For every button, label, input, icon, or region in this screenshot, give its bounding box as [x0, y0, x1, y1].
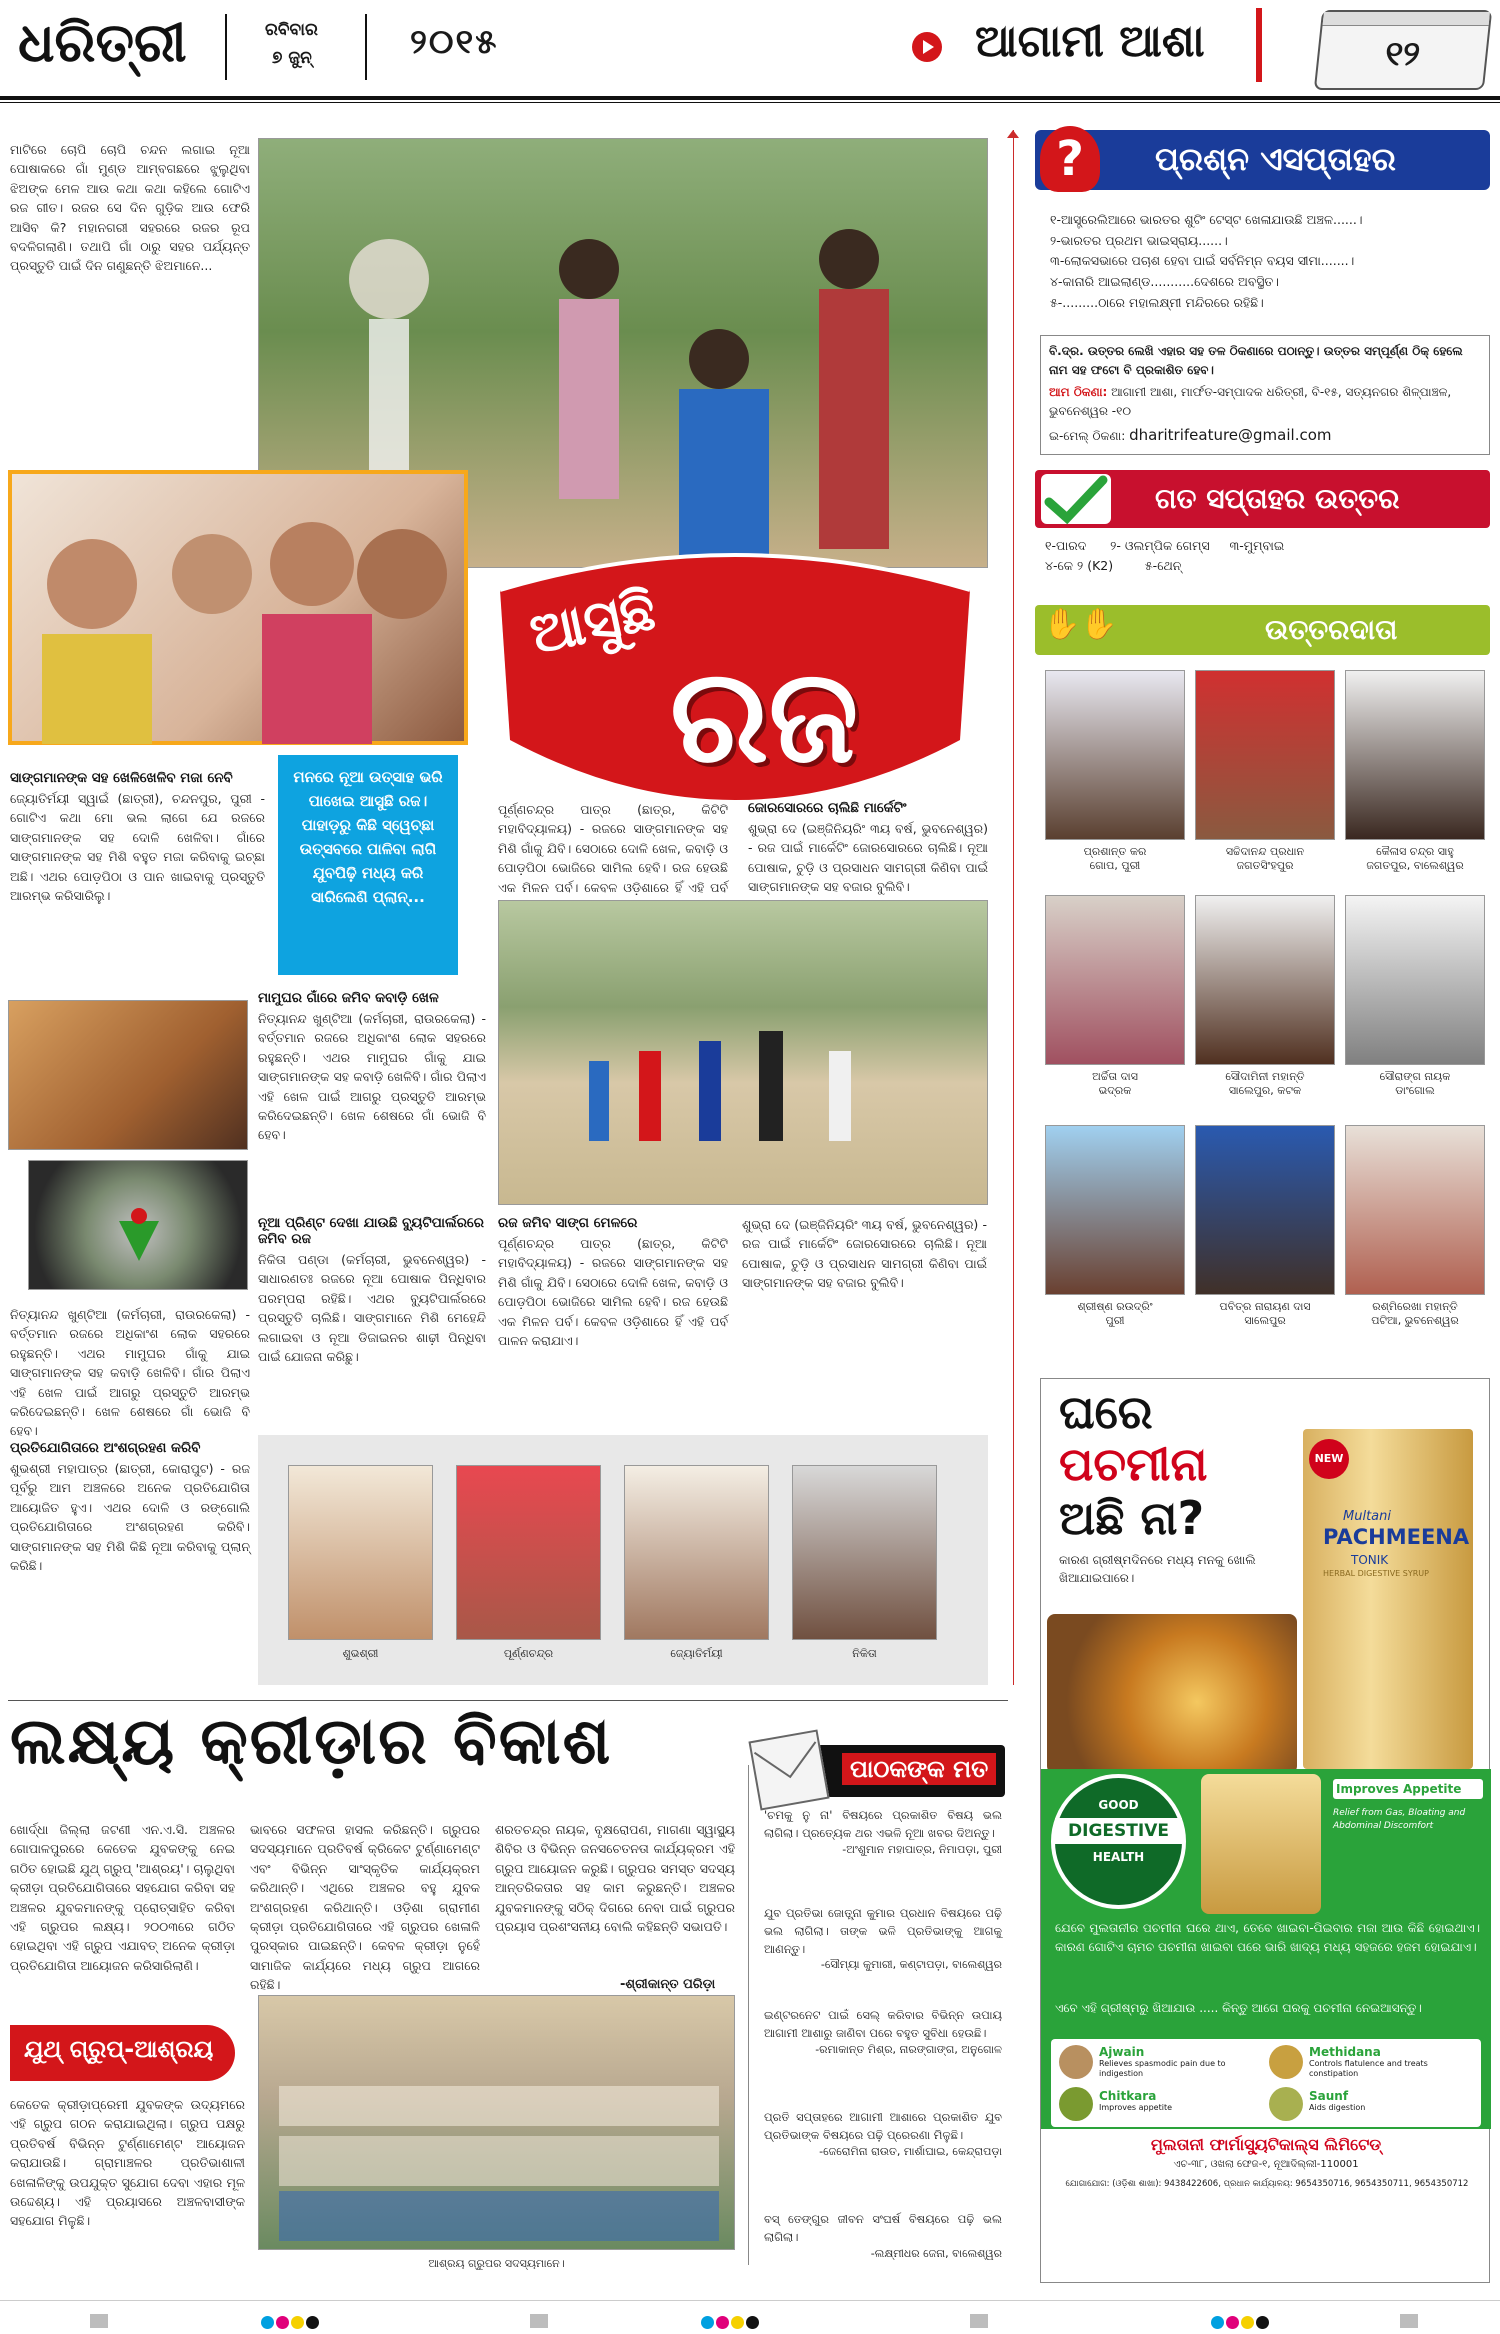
methidana-icon — [1269, 2045, 1303, 2079]
youth-group-text: କେତେକ କ୍ରୀଡ଼ାପ୍ରେମୀ ଯୁବକଙ୍କ ଉଦ୍ୟମରେ ଏହି ଗ୍ରୁପ ଗଠନ କରାଯାଇଥିଲା। ଗ୍ରୁପ ପକ୍ଷରୁ ପ୍ରତିବର୍ଷ ବିଭିନ୍ନ ଟୁର୍ଣ୍ଣାମେଣ୍ଟ ଆୟୋଜନ କରାଯାଉଛି। ଗ୍ରାମାଞ୍ଚଳର ପ୍ରତିଭାଶାଳୀ ଖେଳାଳିଙ୍କୁ ଉପଯୁକ୍ତ ସୁଯୋଗ ଦେବା ଏହାର ମୂଳ ଉଦ୍ଦେଶ୍ୟ। ଏହି ପ୍ରୟାସରେ ଅଞ୍ଚଳବାସୀଙ୍କ ସହଯୋଗ ମିଳୁଛି। — [10, 2097, 245, 2229]
ad-subtext: କାରଣ ଗ୍ରୀଷ୍ମଦିନରେ ମଧ୍ୟ ମନକୁ ଖୋଲି ଖିଆଯାଇପାରେ। — [1059, 1553, 1256, 1585]
sub3-heading: ନୂଆ ପ୍ରିଣ୍ଟ ଦେଖା ଯାଉଛି ବ୍ୟୁଟିପାର୍ଲରରେ ଜମିବ ରଜ — [258, 1215, 484, 1247]
play-icon — [912, 32, 942, 62]
winner-photo-8 — [1195, 1125, 1335, 1295]
sub-story-5 — [498, 800, 988, 895]
letter-text: ଯୁବ ପ୍ରତିଭା ଜୋତ୍ସ୍ନା କୁମାର ପ୍ରଧାନ ବିଷୟରେ ପଢ଼ି ଭଲ ଲାଗିଲା। ତାଙ୍କ ଭଳି ପ୍ରତିଭାଙ୍କୁ ଆଗକୁ ଆଣନ୍ତୁ। — [764, 1906, 1002, 1956]
sub-story-1 — [10, 770, 265, 905]
portrait-caption-2: ପୂର୍ଣ୍ଣଚନ୍ଦ୍ର — [503, 1647, 554, 1660]
winner-place: ସାଲେପୁର — [1244, 1314, 1286, 1328]
quiz-question: ୧-ଆସ୍ତ୍ରେଲିଆରେ ଭାରତର ଶୁଟିଂ ଟେସ୍ଟ ଖେଳାଯାଉଛି ଅଞ୍ଚଳ......। — [1050, 212, 1363, 227]
winner-name: କୈଳାସ ଚନ୍ଦ୍ର ସାହୁ — [1376, 845, 1454, 858]
reader-letter — [764, 1905, 1002, 1972]
readers-banner — [760, 1745, 1005, 1797]
herb-name: Chitkara — [1099, 2089, 1157, 2103]
sub5-heading: ଜୋରସୋରରେ ଚାଲିଛି ମାର୍କେଟିଂ — [748, 800, 907, 816]
reader-letter — [764, 2109, 1002, 2159]
quiz-questions — [1050, 210, 1480, 313]
sub6-text: ପୂର୍ଣ୍ଣଚନ୍ଦ୍ର ପାତ୍ର (ଛାତ୍ର, କିଟିଟି ମହାବିଦ୍ୟାଳୟ) - ରଜରେ ସାଙ୍ଗମାନଙ୍କ ସହ ମିଶି ଗାଁକୁ ଯିବି। ସେଠାରେ ଦୋଳି ଖେଳ, କବାଡ଼ି ଓ ପୋଡ଼ପିଠା ଭୋଜିରେ ସାମିଲ ହେବି। ରଜ ହେଉଛି ଏକ ମିଳନ ପର୍ବ। କେବଳ ଓଡ଼ିଶାରେ ହିଁ ଏହି ପର୍ବ ପାଳନ କରାଯାଏ। — [498, 1236, 728, 1348]
youth-group-badge — [10, 2025, 235, 2081]
sports-story — [0, 1705, 1010, 2295]
portrait-caption-1: ଶୁଭଶ୍ରୀ — [342, 1647, 379, 1660]
letter-text: ଇଣ୍ଟରନେଟ ପାଇଁ ସେଲ୍ କରିବାର ବିଭିନ୍ନ ଉପାୟ ଆଗାମୀ ଆଶାରୁ ଜାଣିବା ପରେ ବହୁତ ସୁବିଧା ହେଉଛି। — [764, 2008, 1002, 2040]
ad-tagline: HERBAL DIGESTIVE SYRUP — [1323, 1569, 1429, 1578]
sub2-text: ନିତ୍ୟାନନ୍ଦ ଖୁଣ୍ଟିଆ (କର୍ମଚାରୀ, ରାଉରକେଲା) - ବର୍ତ୍ତମାନ ରଜରେ ଅଧିକାଂଶ ଲୋକ ସହରରେ ରହୁଛନ୍ତି। ଏଥର ମାମୁଘର ଗାଁକୁ ଯାଇ ସାଙ୍ଗମାନଙ୍କ ସହ କବାଡ଼ି ଖେଳିବି। ଗାଁର ପିଲାଏ ଏହି ଖେଳ ପାଇଁ ଆଗରୁ ପ୍ରସ୍ତୁତି ଆରମ୍ଭ କରିଦେଇଛନ୍ତି। ଖେଳ ଶେଷରେ ଗାଁ ଭୋଜି ବି ହେବ। — [258, 1011, 486, 1143]
answers-banner — [1035, 470, 1490, 528]
sub4-heading: ପ୍ରତିଯୋଗିତାରେ ଅଂଶଗ୍ରହଣ କରିବି — [10, 1440, 201, 1456]
quiz-note: ବି.ଦ୍ର. ଉତ୍ତର ଲେଖି ଏହାର ସହ ତଳ ଠିକଣାରେ ପଠାନ୍ତୁ। ଉତ୍ତର ସମ୍ପୂର୍ଣ୍ଣ ଠିକ୍ ହେଲେ ନାମ ସହ ଫଟୋ ବି ପ୍ରକାଶିତ ହେବ। — [1049, 344, 1463, 377]
winner-photo-9 — [1345, 1125, 1485, 1295]
sub5-text: ଶୁଭ୍ରା ଦେ (ଇଞ୍ଜିନିୟରିଂ ୩ୟ ବର୍ଷ, ଭୁବନେଶ୍ୱର) - ରଜ ପାଇଁ ମାର୍କେଟିଂ ଜୋରସୋରରେ ଚାଲିଛି। ନୂଆ ପୋଷାକ, ଚୁଡ଼ି ଓ ପ୍ରସାଧନ ସାମଗ୍ରୀ କିଣିବା ପାଇଁ ସାଙ୍ଗମାନଙ୍କ ସହ ବଜାର ବୁଲିବି। — [748, 821, 988, 895]
winner-photo-5 — [1195, 895, 1335, 1065]
herbs-box — [1051, 2039, 1481, 2127]
herb-desc: Improves appetite — [1099, 2103, 1173, 2112]
ad-company: ମୁଲତାନୀ ଫାର୍ମାସ୍ୟୁଟିକାଲ୍ସ ଲିମିଟେଡ୍ — [1150, 2135, 1382, 2154]
winners-box — [1035, 605, 1490, 1355]
kabaddi-photo — [498, 900, 988, 1205]
sub6-intro-text: ପୂର୍ଣ୍ଣଚନ୍ଦ୍ର ପାତ୍ର (ଛାତ୍ର, କିଟିଟି ମହାବିଦ୍ୟାଳୟ) - ରଜରେ ସାଙ୍ଗମାନଙ୍କ ସହ ମିଶି ଗାଁକୁ ଯିବି। ସେଠାରେ ଦୋଳି ଖେଳ, କବାଡ଼ି ଓ ପୋଡ଼ପିଠା ଭୋଜିରେ ସାମିଲ ହେବି। ରଜ ହେଉଛି ଏକ ମିଳନ ପର୍ବ। କେବଳ ଓଡ଼ିଶାରେ ହିଁ ଏହି ପର୍ବ — [498, 802, 728, 895]
raja-photo-makeup — [8, 470, 468, 745]
answers-line-2: ୪-କେ ୨ (K2) ୫-ଥେନ୍ — [1045, 558, 1182, 573]
food-photo-paan — [28, 1160, 248, 1290]
raised-hands-icon: ✋✋ — [1043, 607, 1118, 642]
ad-desc: ଯେବେ ମୁଲତାନୀର ପଚମୀନା ଘରେ ଥାଏ, ତେବେ ଖାଇବା-ପିଇବାର ମଜା ଆଉ କିଛି ହୋଇଥାଏ। କାରଣ ଗୋଟିଏ ଚାମଚ ପଚମୀନା ଖାଇବା ପରେ ଭାରି ଖାଦ୍ୟ ମଧ୍ୟ ସହଜରେ ହଜମ ହୋଇଯାଏ। — [1055, 1921, 1480, 1955]
ad-line-2: ପଚମୀନା — [1059, 1437, 1208, 1491]
quiz-question: ୫-.........ଠାରେ ମହାଲକ୍ଷ୍ମୀ ମନ୍ଦିରରେ ରହିଛି। — [1050, 294, 1264, 310]
reader-letter — [764, 1807, 1002, 1857]
checkmark-icon — [1041, 474, 1111, 524]
issue-date: ୭ ଜୁନ୍ — [272, 48, 312, 68]
sub-story-2 — [258, 990, 486, 1145]
badge-bottom: HEALTH — [1092, 1850, 1145, 1864]
calendar-icon — [1314, 10, 1492, 90]
quiz-box — [1035, 130, 1490, 460]
ad-brand-small: Multani — [1343, 1509, 1391, 1524]
issue-year: ୨୦୧୫ — [410, 22, 499, 62]
ad-line-3: ଅଛି ନା? — [1059, 1491, 1205, 1545]
quiz-title: ପ୍ରଶ୍ନ ଏସପ୍ତାହର — [1155, 140, 1396, 178]
quiz-question: ୩-ଲୋକସଭାରେ ପଚାଶ ହେବା ପାଇଁ ସର୍ବନିମ୍ନ ବୟସ ସୀମା.......। — [1050, 253, 1355, 269]
winner-photo-4 — [1045, 895, 1185, 1065]
herb-name: Methidana — [1309, 2045, 1381, 2059]
winner-photo-2 — [1195, 670, 1335, 840]
quiz-question: ୨-ଭାରତର ପ୍ରଥମ ଭାଇସ୍‌ରାୟ......। — [1050, 232, 1228, 248]
answers-title: ଗତ ସପ୍ତାହର ଉତ୍ତର — [1155, 482, 1400, 515]
raja-headline-badge — [490, 530, 980, 840]
sub-story-6 — [498, 1215, 728, 1350]
readers-title: ପାଠକଙ୍କ ମତ — [842, 1753, 996, 1785]
ad-line-1: ଘରେ — [1059, 1385, 1153, 1439]
mascot-bottles-image — [1201, 1774, 1321, 1914]
winner-place: ଭଦ୍ରକ — [1098, 1084, 1132, 1098]
herb-desc: Aids digestion — [1309, 2103, 1366, 2112]
digestive-badge — [1051, 1774, 1186, 1909]
pachmeena-ad — [1040, 1378, 1490, 2283]
winner-name: ଶ୍ରୀଷ୍ଣ ରଉଦ୍ରିଂ — [1077, 1300, 1153, 1313]
address-label: ଆମ ଠିକଣା: — [1049, 385, 1108, 400]
ad-contact: ଯୋଗାଯୋଗ: (ଓଡ଼ିଶା ଶାଖା): 9438422606, ପ୍ରଧାନ କାର୍ଯ୍ୟାଳୟ: 9654350716, 9654350711, 9654350712 — [1065, 2179, 1469, 2189]
ad-desc-2: ଏବେ ଏହି ଗ୍ରୀଷ୍ମରୁ ଖିଆଯାଉ ..... କିନ୍ତୁ ଆଗେ ଘରକୁ ପଚମୀନା ନେଇଆସନ୍ତୁ। — [1055, 2001, 1422, 2015]
letter-text: 'ଚମକୁ ନୁ ନା' ବିଷୟରେ ପ୍ରକାଶିତ ବିଷୟ ଭଲ ଲାଗିଲା। ପ୍ରତ୍ୟେକ ଥର ଏଭଳି ନୂଆ ଖବର ଦିଅନ୍ତୁ। — [764, 1808, 1002, 1840]
sub6-heading: ରଜ ଜମିବ ସାଙ୍ଗ ମେଳରେ — [498, 1215, 638, 1231]
group-photo-caption: ଆଶ୍ରୟ ଗ୍ରୁପର ସଦସ୍ୟମାନେ। — [428, 2257, 565, 2270]
quiz-question: ୪-କାନାରି ଆଇଲାଣ୍ଡ...........ଦେଶରେ ଅବସ୍ଥିତ। — [1050, 273, 1279, 289]
portrait-caption-3: ଜ୍ୟୋତିର୍ମୟୀ — [670, 1647, 723, 1660]
print-registration-marks — [0, 2312, 1500, 2332]
winners-title: ଉତ୍ତରଦାତା — [1265, 613, 1398, 646]
winner-place: ପୁରୀ — [1105, 1314, 1125, 1328]
ad-brand-sub: TONIK — [1351, 1553, 1389, 1567]
sub4-text: ଶୁଭଶ୍ରୀ ମହାପାତ୍ର (ଛାତ୍ରୀ, କୋରାପୁଟ) - ରଜ ପୂର୍ବରୁ ଆମ ଅଞ୍ଚଳରେ ଅନେକ ପ୍ରତିଯୋଗିତା ଆୟୋଜିତ ହୁଏ। ଏଥର ଦୋଳି ଓ ରଙ୍ଗୋଲି ପ୍ରତିଯୋଗିତାରେ ଅଂଶଗ୍ରହଣ କରିବି। ସାଙ୍ଗମାନଙ୍କ ସହ ମିଶି କିଛି ନୂଆ କରିବାକୁ ପ୍ଲାନ୍ କରିଛି। — [10, 1461, 250, 1573]
food-photo-cake — [8, 1000, 248, 1150]
sub1-heading: ସାଙ୍ଗମାନଙ୍କ ସହ ଖେଳିଖେଳିବ ମଜା ନେବି — [10, 770, 233, 786]
answers-line-1: ୧-ପାରଦ ୨- ଓଲମ୍ପିକ ଗେମ୍ସ ୩-ମୁମ୍ବାଇ — [1045, 538, 1285, 553]
winner-name: ଅର୍ଚ୍ଚିତା ଦାସ — [1092, 1070, 1138, 1083]
sub1-text: ଜ୍ୟୋତିର୍ମୟୀ ସ୍ୱାଇଁ (ଛାତ୍ରୀ), ଚନ୍ଦନପୁର, ପୁରୀ - ଗୋଟିଏ କଥା ମୋ ଭଲ ଲାଗେ ଯେ ରଜରେ ସାଙ୍ଗମାନଙ୍କ ସହ ଦୋଳି ଖେଳିବା। ଗାଁରେ ସାଙ୍ଗମାନଙ୍କ ସହ ମିଶି ବହୁତ ମଜା କରିବାକୁ ଇଚ୍ଛା ଅଛି। ଏଥର ପୋଡ଼ପିଠା ଓ ପାନ ଖାଇବାକୁ ପ୍ରସ୍ତୁତି ଆରମ୍ଭ କରିସାରିଲୁ। — [10, 791, 265, 903]
letter-text: ବସ୍ ତେଙ୍ଗୁର ଜୀବନ ସଂଘର୍ଷ ବିଷୟରେ ପଢ଼ି ଭଲ ଲାଗିଲା। — [764, 2212, 1002, 2244]
winner-name: ରଶ୍ମିରେଖା ମହାନ୍ତି — [1372, 1300, 1458, 1313]
page-number: ୧୨ — [1383, 34, 1423, 74]
sub-story-4 — [10, 1440, 250, 1575]
ad-new-badge: NEW — [1309, 1439, 1349, 1479]
email-label: ଇ-ମେଲ୍ ଠିକଣା: — [1049, 429, 1126, 444]
question-mark-icon: ? — [1040, 126, 1100, 192]
herb-name: Saunf — [1309, 2089, 1349, 2103]
sub3-text: ନିକିତା ପଣ୍ଡା (କର୍ମଚାରୀ, ଭୁବନେଶ୍ୱର) - ସାଧାରଣତଃ ରଜରେ ନୂଆ ପୋଷାକ ପିନ୍ଧିବାର ପରମ୍ପରା ରହିଛି। ଏଥର ବ୍ୟୁଟିପାର୍ଲରରେ ପ୍ରସ୍ତୁତି ଚାଲିଛି। ସାଙ୍ଗମାନେ ମିଶି ମେହେନ୍ଦି ଲଗାଇବା ଓ ନୂଆ ଡିଜାଇନର ଶାଢ଼ୀ ପିନ୍ଧିବା ପାଇଁ ଯୋଜନା କରିଛୁ। — [258, 1252, 486, 1364]
sub2-heading: ମାମୁଘର ଗାଁରେ ଜମିବ କବାଡ଼ି ଖେଳ — [258, 990, 439, 1006]
herb-desc: Relieves spasmodic pain due to indigestion — [1099, 2059, 1226, 2079]
issue-day: ରବିବାର — [265, 20, 318, 40]
letter-by: -ଜେରୋମିନା ରାଉତ, ମାର୍ଶାଘାଇ, କେନ୍ଦ୍ରାପଡ଼ା — [819, 2144, 1002, 2158]
reader-letter — [764, 2007, 1002, 2057]
winner-name: ପବିତ୍ର ନାରାୟଣ ଦାସ — [1219, 1300, 1311, 1313]
letter-by: -ସୌମ୍ୟା କୁମାରୀ, କଣ୍ଟାପଡ଼ା, ବାଲେଶ୍ୱର — [820, 1958, 1002, 1972]
sports-col-3: ଶରତଚନ୍ଦ୍ର ନାୟକ, ବୃକ୍ଷରୋପଣ, ମାଗଣା ସ୍ୱାସ୍ଥ୍ୟ ଶିବିର ଓ ବିଭିନ୍ନ ଜନସଚେତନତା କାର୍ଯ୍ୟକ୍ରମ ଏହି ଗ୍ରୁପ ଆୟୋଜନ କରୁଛି। ଗ୍ରୁପର ସମସ୍ତ ସଦସ୍ୟ ଆନ୍ତରିକତାର ସହ କାମ କରୁଛନ୍ତି। ଅଞ୍ଚଳର ଯୁବକମାନଙ୍କୁ ସଠିକ୍ ଦିଗରେ ନେବା ପାଇଁ ଗ୍ରୁପର ପ୍ରୟାସ ପ୍ରଶଂସନୀୟ ବୋଲି କହିଛନ୍ତି ସଭାପତି। — [495, 1822, 735, 1934]
letter-by: -ଲକ୍ଷ୍ମୀଧର ଜେନା, ବାଲେଶ୍ୱର — [870, 2246, 1002, 2260]
badge-top: GOOD — [1098, 1798, 1139, 1812]
sports-col-1: ଖୋର୍ଦ୍ଧା ଜିଲ୍ଲା ଜଟଣୀ ଏନ.ଏ.ସି. ଅଞ୍ଚଳର ଗୋପାଳପୁରରେ କେତେକ ଯୁବକଙ୍କୁ ନେଇ ଗଠିତ ହୋଇଛି ଯୁଥ୍ ଗ୍ରୁପ୍ 'ଆଶ୍ରୟ'। ଚାଲୁଥିବା କ୍ରୀଡ଼ା ପ୍ରତିଯୋଗିତାରେ ସହଯୋଗ କରିବା ସହ ଅଞ୍ଚଳର ଯୁବକମାନଙ୍କୁ ପ୍ରୋତ୍ସାହିତ କରିବା ଏହି ଗ୍ରୁପର ଲକ୍ଷ୍ୟ। ୨୦୦୩ରେ ଗଠିତ ହୋଇଥିବା ଏହି ଗ୍ରୁପ ଏଯାବତ୍ ଅନେକ କ୍ରୀଡ଼ା ପ୍ରତିଯୋଗିତା ଆୟୋଜନ କରିସାରିଲାଣି। — [10, 1822, 235, 1973]
portrait-3 — [624, 1465, 769, 1640]
sports-byline: -ଶ୍ରୀକାନ୍ତ ପରିଡ଼ା — [620, 1977, 716, 1992]
ad-food-image — [1047, 1614, 1297, 1774]
winner-place: ଗୋପ, ପୁରୀ — [1089, 859, 1141, 873]
ajwain-icon — [1059, 2045, 1093, 2079]
answers-box — [1035, 470, 1490, 580]
letter-by: -ରମାକାନ୍ତ ମିଶ୍ର, ନାରଙ୍ଗାଙ୍ଗ, ଅନୁଗୋଳ — [815, 2042, 1002, 2056]
winner-name: ସଚ୍ଚିଦାନନ୍ଦ ପ୍ରଧାନ — [1225, 845, 1305, 858]
masthead — [0, 0, 1500, 100]
portrait-2 — [456, 1465, 601, 1640]
saunf-icon — [1269, 2087, 1303, 2121]
headline-small: ଆସୁଛି — [524, 577, 662, 668]
herb-desc: Controls flatulence and treats constipation — [1309, 2059, 1428, 2079]
winner-photo-1 — [1045, 670, 1185, 840]
portrait-1 — [288, 1465, 433, 1640]
winner-place: ଡାଂଗୋଲ — [1395, 1084, 1435, 1098]
winners-banner — [1035, 605, 1490, 655]
portrait-4 — [792, 1465, 937, 1640]
badge-main: DIGESTIVE — [1055, 1818, 1182, 1844]
portrait-row — [258, 1435, 988, 1685]
headline-big: ରଜ — [670, 640, 859, 792]
winner-place: ଜଗତସିଂହପୁର — [1236, 859, 1294, 873]
product-bottle-image — [1303, 1429, 1473, 1769]
address: ଆଗାମୀ ଆଶା, ମାର୍ଫତ-ସମ୍ପାଦକ ଧରିତ୍ରୀ, ବି-୧୫, ସତ୍ୟନଗର ଶିଳ୍ପାଞ୍ଚଳ, ଭୁବନେଶ୍ୱର -୧୦ — [1049, 385, 1452, 418]
letter-by: -ଅଂଶୁମାନ ମହାପାତ୍ର, ନିମାପଡ଼ା, ପୁରୀ — [842, 1842, 1002, 1856]
winner-name: ପ୍ରଶାନ୍ତ କର — [1083, 845, 1147, 858]
raja-highlight-box: ମନରେ ନୂଆ ଉତ୍ସାହ ଭରି ପାଖେଇ ଆସୁଛି ରଜ। ପାହାଡ଼ରୁ କିଛି ସ୍ୱେଚ୍ଛା ଉତ୍ସବରେ ପାଳିବା ଲାଗି ଯୁବପିଢ଼ି ମଧ୍ୟ କରି ସାରିଲେଣି ପ୍ଲାନ୍... — [278, 755, 458, 975]
winner-name: ସୌରାଙ୍ଗ ନାୟକ — [1379, 1070, 1451, 1083]
sports-headline: ଲକ୍ଷ୍ୟ କ୍ରୀଡ଼ାର ବିକାଶ — [10, 1705, 613, 1779]
sub-story-6-cont: ଶୁଭ୍ରା ଦେ (ଇଞ୍ଜିନିୟରିଂ ୩ୟ ବର୍ଷ, ଭୁବନେଶ୍ୱର) - ରଜ ପାଇଁ ମାର୍କେଟିଂ ଜୋରସୋରରେ ଚାଲିଛି। ନୂଆ ପୋଷାକ, ଚୁଡ଼ି ଓ ପ୍ରସାଧନ ସାମଗ୍ରୀ କିଣିବା ପାଇଁ ସାଙ୍ଗମାନଙ୍କ ସହ ବଜାର ବୁଲିବି। — [742, 1217, 987, 1291]
quiz-note-box — [1040, 335, 1490, 455]
section-title: ଆଗାମୀ ଆଶା — [975, 16, 1205, 67]
winner-place: ପଟିଆ, ଭୁବନେଶ୍ୱର — [1371, 1314, 1459, 1328]
youth-group-label: ଯୁଥ୍ ଗ୍ରୁପ୍-ଆଶ୍ରୟ — [24, 2035, 214, 2063]
winner-place: ସାଲେପୁର, କଟକ — [1228, 1084, 1302, 1098]
winner-photo-3 — [1345, 670, 1485, 840]
winner-name: ସୌଦାମିନୀ ମହାନ୍ତି — [1225, 1070, 1305, 1083]
email-link[interactable]: dharitrifeature@gmail.com — [1129, 426, 1332, 445]
herb-name: Ajwain — [1099, 2045, 1145, 2059]
readers-box — [760, 1745, 1005, 2285]
ad-brand: PACHMEENA — [1323, 1525, 1470, 1549]
letter-text: ପ୍ରତି ସପ୍ତାହରେ ଆଗାମୀ ଆଶାରେ ପ୍ରକାଶିତ ଯୁବ ପ୍ରତିଭାଙ୍କ ବିଷୟରେ ପଢ଼ି ପ୍ରେରଣା ମିଳୁଛି। — [764, 2110, 1002, 2142]
group-photo — [258, 1995, 735, 2250]
raja-story — [0, 110, 1000, 1690]
envelope-icon — [748, 1729, 829, 1810]
sports-col-2: ଭାବରେ ସଫଳତା ହାସଲ କରିଛନ୍ତି। ଗ୍ରୁପର ସଦସ୍ୟମାନେ ପ୍ରତିବର୍ଷ କ୍ରିକେଟ ଟୁର୍ଣ୍ଣାମେଣ୍ଟ ଏବଂ ବିଭିନ୍ନ ସାଂସ୍କୃତିକ କାର୍ଯ୍ୟକ୍ରମ କରିଥାନ୍ତି। ଏଥିରେ ଅଞ୍ଚଳର ବହୁ ଯୁବକ ଅଂଶଗ୍ରହଣ କରିଥାନ୍ତି। ଓଡ଼ିଶା ଗ୍ରାମୀଣ କ୍ରୀଡ଼ା ପ୍ରତିଯୋଗିତାରେ ଏହି ଗ୍ରୁପର ଖେଳାଳି ପୁରସ୍କାର ପାଇଛନ୍ତି। କେବଳ କ୍ରୀଡ଼ା ନୁହେଁ ସାମାଜିକ କାର୍ଯ୍ୟରେ ମଧ୍ୟ ଗ୍ରୁପ ଆଗରେ ରହିଛି। — [250, 1822, 480, 1992]
raja-intro: ମାଟିରେ ଚୋପି ଚୋପି ଚନ୍ଦନ ଲଗାଇ ନୂଆ ପୋଷାକରେ ଗାଁ ମୁଣ୍ଡ ଆମ୍ବଗଛରେ ଝୁଲୁଥିବା ଝିଅଙ୍କ ମେଳ ଆଉ କଥା କଥା କହିଲେ ଗୋଟିଏ ରଜ ଗୀତ। ରଜର ସେ ଦିନ ଗୁଡ଼ିକ ଆଉ ଫେରି ଆସିବ କି? ମହାନଗରୀ ସହରରେ ରଜର ରୂପ ବଦଳିଗଲାଣି। ତଥାପି ଗାଁ ଠାରୁ ସହର ପର୍ଯ୍ୟନ୍ତ ପ୍ରସ୍ତୁତି ପାଇଁ ଦିନ ଗଣୁଛନ୍ତି ଝିଅମାନେ... — [10, 142, 250, 274]
sub-story-3 — [258, 1215, 486, 1366]
sub1-cont: ନିତ୍ୟାନନ୍ଦ ଖୁଣ୍ଟିଆ (କର୍ମଚାରୀ, ରାଉରକେଲା) - ବର୍ତ୍ତମାନ ରଜରେ ଅଧିକାଂଶ ଲୋକ ସହରରେ ରହୁଛନ୍ତି। ଏଥର ମାମୁଘର ଗାଁକୁ ଯାଇ ସାଙ୍ଗମାନଙ୍କ ସହ କବାଡ଼ି ଖେଳିବି। ଗାଁର ପିଲାଏ ଏହି ଖେଳ ପାଇଁ ଆଗରୁ ପ୍ରସ୍ତୁତି ଆରମ୍ଭ କରିଦେଇଛନ୍ତି। ଖେଳ ଶେଷରେ ଗାଁ ଭୋଜି ବି ହେବ। — [10, 1307, 250, 1439]
chitkara-icon — [1059, 2087, 1093, 2121]
winner-photo-6 — [1345, 895, 1485, 1065]
reader-letter — [764, 2211, 1002, 2261]
ad-improves: Improves Appetite — [1333, 1779, 1483, 1799]
quiz-banner — [1035, 130, 1490, 190]
ad-green-panel — [1041, 1769, 1491, 2129]
winner-photo-7 — [1045, 1125, 1185, 1295]
brand-logo: ଧରିତ୍ରୀ — [18, 10, 187, 74]
portrait-caption-4: ନିକିତା — [852, 1647, 877, 1660]
winner-place: ଜଗତପୁର, ବାଲେଶ୍ୱର — [1366, 859, 1464, 873]
ad-company-addr: ଏଚ-୩୮, ଓଖଲା ଫେଜ-୧, ନୂଆଦିଲ୍ଲୀ-110001 — [1173, 2159, 1359, 2170]
ad-relief: Relief from Gas, Bloating and Abdominal Discomfort — [1333, 1808, 1466, 1831]
